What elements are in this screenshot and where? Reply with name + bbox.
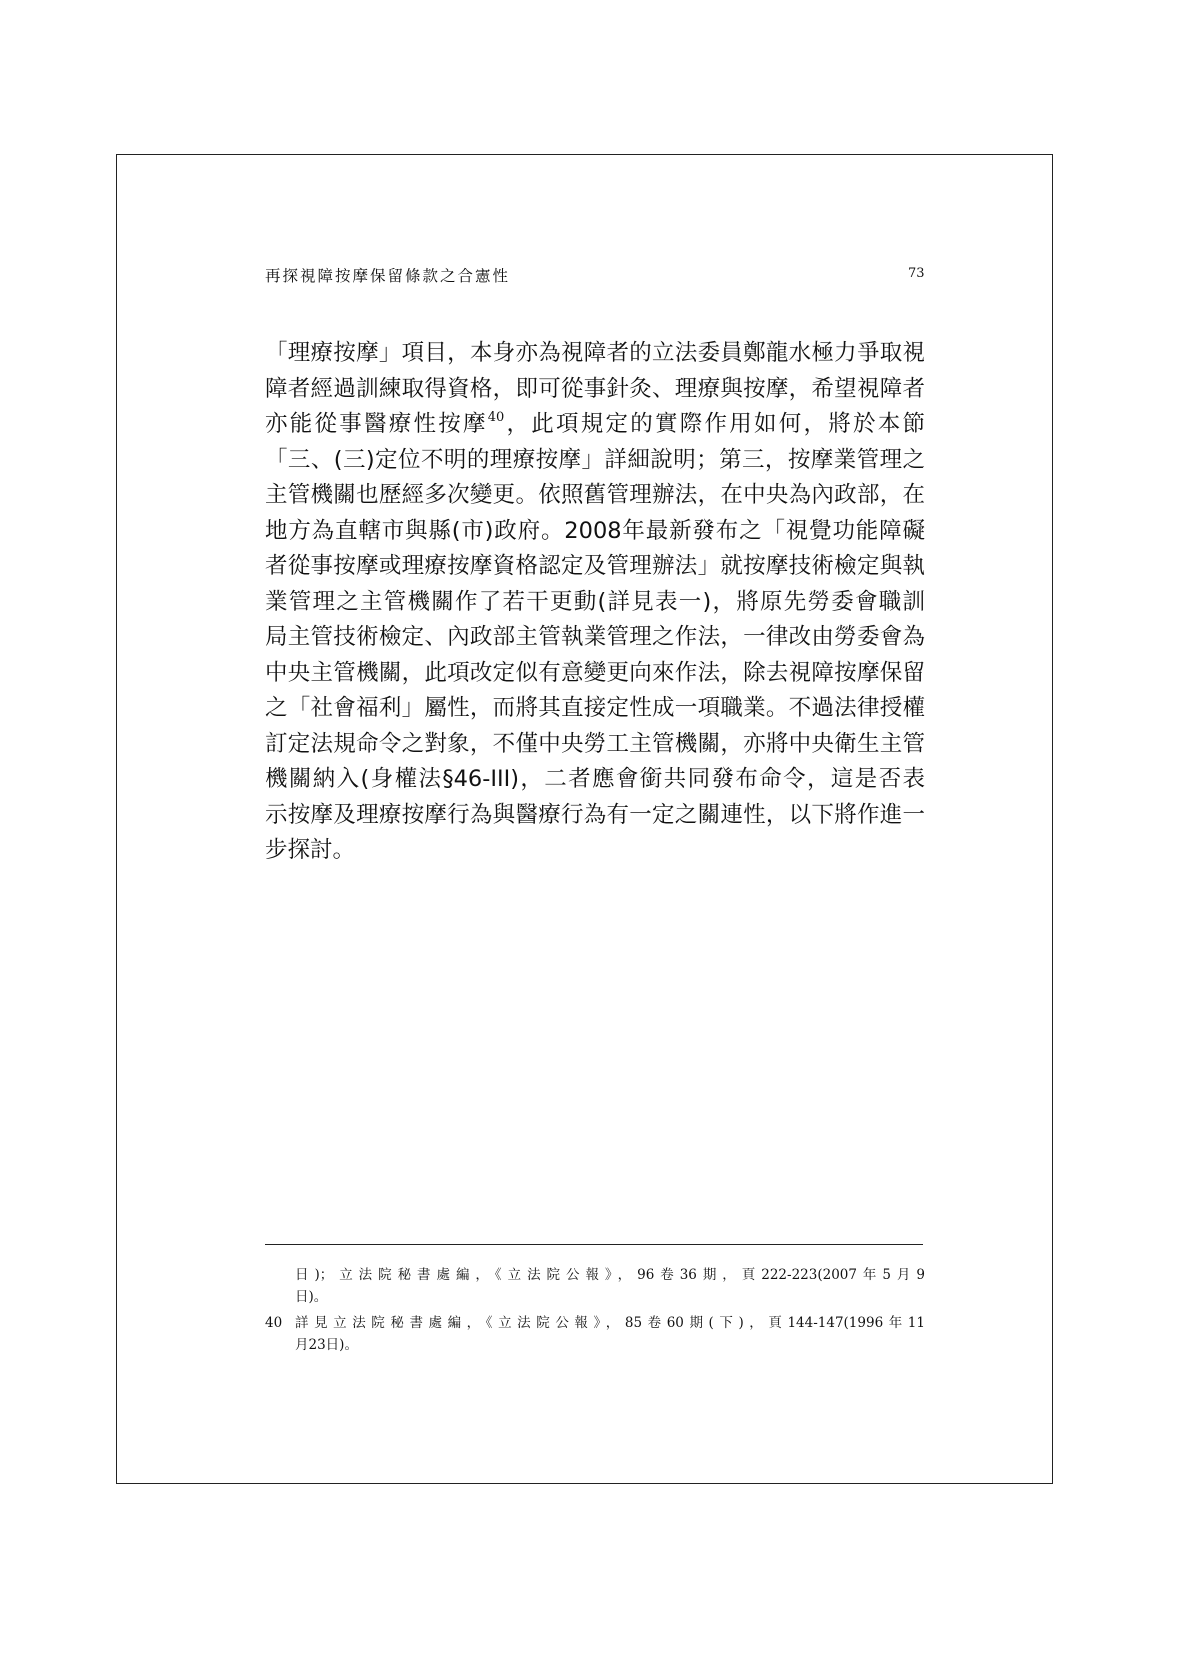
footnote-continuation [265, 1264, 925, 1308]
body-line: 示按摩及理療按摩行為與醫療行為有一定之關連性，以下將作進一 [265, 801, 925, 828]
footnote-40 [265, 1312, 925, 1356]
body-line-text: 亦能從事醫療性按摩 [265, 411, 488, 437]
body-line: 主管機關也歷經多次變更。依照舊管理辦法，在中央為內政部，在 [265, 482, 925, 508]
footnote-reference[interactable]: 40 [487, 410, 505, 425]
body-line [265, 407, 925, 443]
footnotes [265, 1264, 925, 1356]
body-line: 「三、(三)定位不明的理療按摩」詳細說明；第三，按摩業管理之 [265, 446, 925, 473]
body-line: 「理療按摩」項目，本身亦為視障者的立法委員鄭龍水極力爭取視 [265, 340, 925, 366]
footnote-divider [265, 1244, 923, 1245]
body-line: 訂定法規命令之對象，不僅中央勞工主管機關，亦將中央衛生主管 [265, 730, 925, 757]
footnote-line: 月23日)。 [295, 1337, 358, 1353]
body-line: 機關納入(身權法§46-III)，二者應會銜共同發布命令，這是否表 [265, 766, 925, 792]
footnote-line: 日)；立法院秘書處編，《立法院公報》，96卷36期，頁222-223(2007年5月9 [295, 1267, 925, 1283]
body-line: 中央主管機關，此項改定似有意變更向來作法，除去視障按摩保留 [265, 659, 925, 686]
footnote-line: 詳見立法院秘書處編，《立法院公報》，85卷60期(下)，頁144-147(1996年11 [295, 1315, 925, 1331]
body-line: 者從事按摩或理療按摩資格認定及管理辦法」就按摩技術檢定與執 [265, 553, 925, 579]
body-paragraph [265, 336, 925, 869]
footnote-number: 40 [265, 1315, 283, 1331]
body-line: 之「社會福利」屬性，而將其直接定性成一項職業。不過法律授權 [265, 695, 925, 721]
footnote-line: 日)。 [295, 1289, 328, 1305]
body-line: 障者經過訓練取得資格，即可從事針灸、理療與按摩，希望視障者 [265, 375, 925, 402]
running-title: 再探視障按摩保留條款之合憲性 [265, 267, 511, 285]
body-line: 地方為直轄市與縣(市)政府。2008年最新發布之「視覺功能障礙 [265, 517, 925, 544]
body-line: 業管理之主管機關作了若干更動(詳見表一)，將原先勞委會職訓 [265, 588, 925, 615]
body-line-text: ，此項規定的實際作用如何，將於本節 [504, 411, 925, 437]
page-number: 73 [908, 266, 925, 281]
body-line: 局主管技術檢定、內政部主管執業管理之作法，一律改由勞委會為 [265, 624, 925, 650]
body-line: 步探討。 [265, 837, 356, 863]
